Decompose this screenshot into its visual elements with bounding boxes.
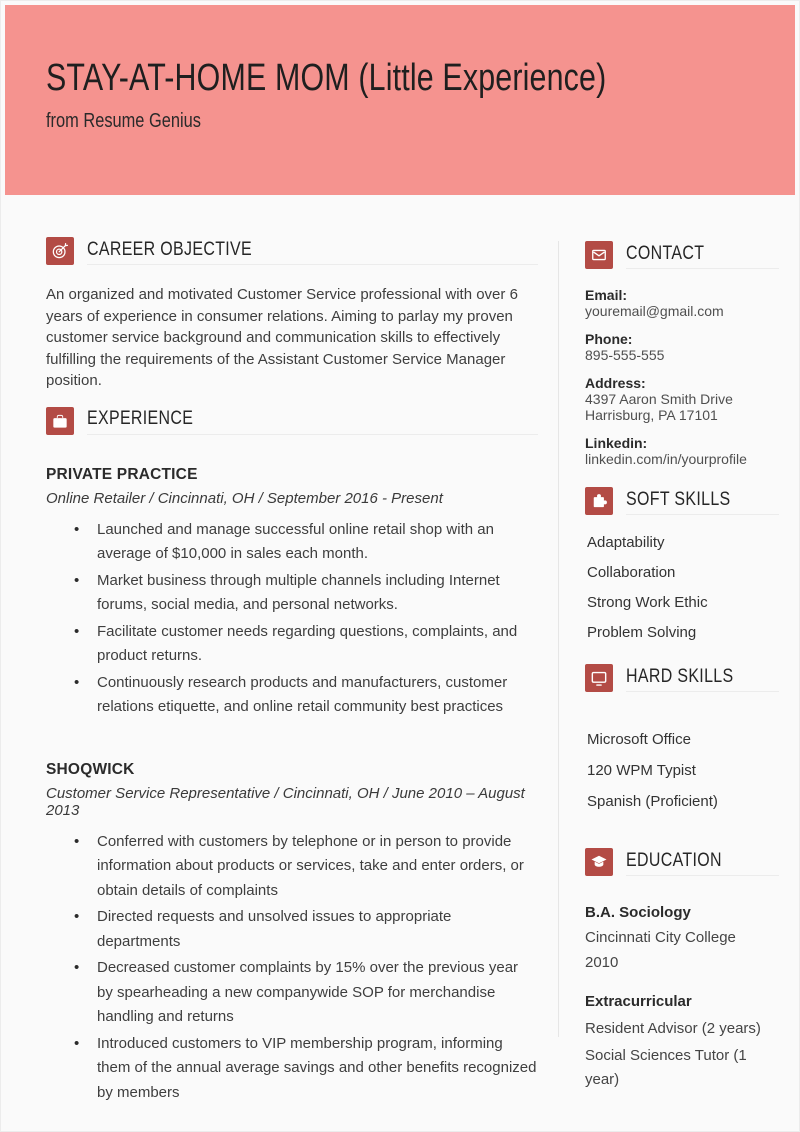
bullet-item: • Decreased customer complaints by 15% over the previous year by spearheading a new companywide SOP for merchandise handling and returns [74,956,538,1030]
puzzle-icon [585,487,613,515]
hard-skill-list [585,732,779,809]
skill-item: 120 WPM Typist [587,762,696,779]
graduation-year: 2010 [585,954,619,971]
skill-item: Collaboration [587,564,676,581]
page-subtitle: from Resume Genius [46,109,201,132]
skill-item: Microsoft Office [587,731,691,748]
bullet-item: • Facilitate customer needs regarding questions, complaints, and product returns. [74,620,538,669]
graduation-cap-icon [585,848,613,876]
soft-skills-heading: SOFT SKILLS [626,488,731,510]
extracurricular-item: Resident Advisor (2 years) [585,1020,761,1037]
skill-item: Problem Solving [587,624,697,641]
bullet-item: • Launched and manage successful online retail shop with an average of $10,000 in sales each month. [74,518,538,567]
experience-section [46,407,538,1106]
contact-fields [585,287,779,467]
bullet-item: • Directed requests and unsolved issues to appropriate departments [74,905,538,954]
page-title: STAY-AT-HOME MOM (Little Experience) [46,57,607,99]
monitor-icon [585,664,613,692]
job-entry-private-practice [46,466,538,720]
header-banner [5,5,795,195]
extracurricular-label: Extracurricular [585,993,692,1010]
job-meta: Customer Service Representative / Cincinnati, OH / June 2010 – August 2013 [46,784,525,819]
contact-header [585,241,779,269]
email-label: Email: [585,287,628,303]
contact-underline [626,241,779,269]
soft-skills-header [585,487,779,515]
phone-label: Phone: [585,331,633,347]
email-value: youremail@gmail.com [585,303,724,319]
soft-skills-underline [626,487,779,515]
target-icon [46,237,74,265]
linkedin-label: Linkedin: [585,435,648,451]
career-objective-heading: CAREER OBJECTIVE [87,238,253,260]
briefcase-icon [46,407,74,435]
soft-skills-section [585,487,779,640]
career-objective-header [46,237,538,265]
main-column [46,237,538,1107]
column-divider [558,241,559,1037]
bullet-item: • Market business through multiple channels including Internet forums, social media, and personal networks. [74,569,538,618]
skill-item: Spanish (Proficient) [587,793,718,810]
bullet-item: • Introduced customers to VIP membership program, informing them of the annual average savings and other benefits recognized by members [74,1032,538,1106]
soft-skill-list [585,535,779,640]
education-degree-block [585,900,779,1092]
address-line1: 4397 Aaron Smith Drive [585,391,733,407]
job-entry-shoqwick [46,761,538,1106]
address-line2: Harrisburg, PA 17101 [585,407,718,423]
skill-item: Adaptability [587,534,665,551]
career-objective-text: An organized and motivated Customer Service professional with over 6 years of experience in consumer relations. Aiming to parlay my proven customer service background and communication skills to effectively fulfilling the requirements of the Assistant Customer Service Manager position. [46,286,518,389]
extracurricular-item: Social Sciences Tutor (1 year) [585,1047,747,1088]
hard-skills-header [585,664,779,692]
experience-header [46,407,538,435]
contact-section [585,241,779,467]
job-bullet-list [74,830,538,1106]
job-meta: Online Retailer / Cincinnati, OH / September 2016 - Present [46,489,443,507]
education-underline [626,848,779,876]
bullet-item: • Continuously research products and manufacturers, customer relations etiquette, and online retail community best practices [74,671,538,720]
content-area [1,195,799,1107]
address-label: Address: [585,375,646,391]
contact-heading: CONTACT [626,242,705,264]
school-name: Cincinnati City College [585,929,736,946]
job-company: SHOQWICK [46,760,135,778]
hard-skills-heading: HARD SKILLS [626,665,734,687]
contact-phone [585,331,779,363]
experience-heading: EXPERIENCE [87,408,194,429]
education-header [585,848,779,876]
job-bullet-list [74,518,538,720]
education-section [585,848,779,1092]
education-heading: EDUCATION [626,849,722,871]
career-objective-section [46,237,538,392]
phone-value: 895-555-555 [585,347,665,363]
career-objective-underline [87,237,538,265]
contact-address [585,375,779,423]
job-company: PRIVATE PRACTICE [46,465,198,483]
bullet-item: • Conferred with customers by telephone or in person to provide information about products or services, take and enter orders, or obtain details of complaints [74,830,538,904]
linkedin-value: linkedin.com/in/yourprofile [585,451,747,467]
experience-underline [87,407,538,435]
contact-linkedin [585,435,779,467]
hard-skills-section [585,664,779,809]
degree-name: B.A. Sociology [585,904,691,921]
skill-item: Strong Work Ethic [587,594,708,611]
sidebar-column [585,237,779,1107]
hard-skills-underline [626,664,779,692]
contact-email [585,287,779,319]
envelope-icon [585,241,613,269]
